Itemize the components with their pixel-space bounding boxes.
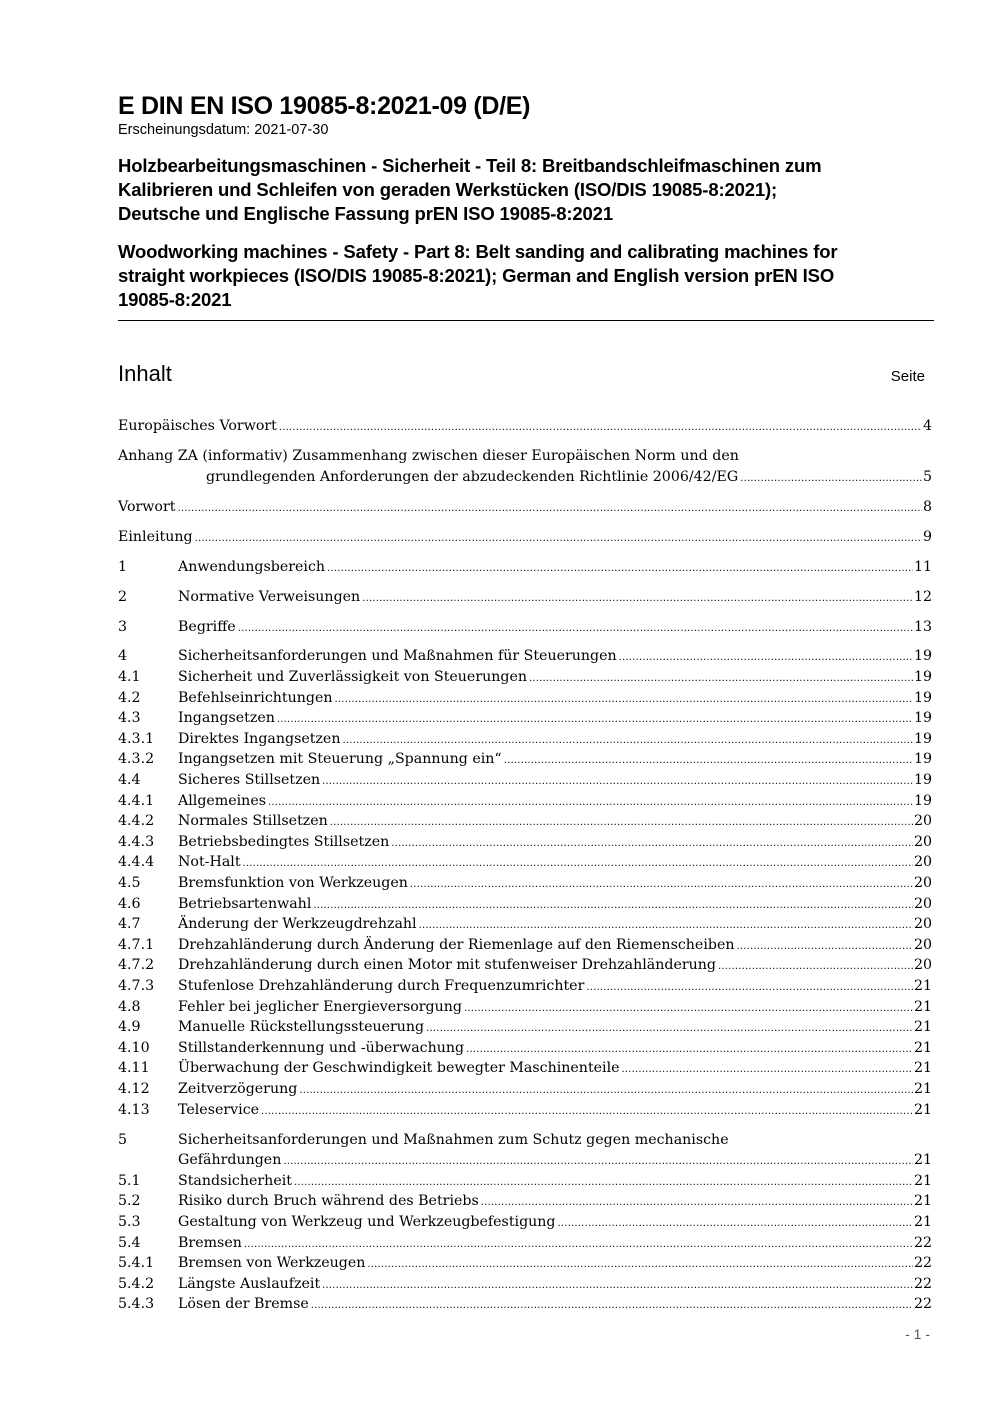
toc-entry-title: Stufenlose Drehzahländerung durch Frequenzumrichter (178, 977, 585, 994)
toc-dot-leader (342, 731, 912, 752)
toc-entry[interactable] (118, 894, 932, 915)
toc-entry[interactable] (118, 1079, 932, 1100)
toc-entry-page: 21 (913, 1080, 932, 1097)
toc-dot-leader (243, 854, 913, 875)
toc-entry-page: 4 (922, 418, 932, 434)
toc-entry-page: 19 (913, 710, 932, 727)
toc-entry-page: 22 (913, 1296, 932, 1313)
toc-entry-page: 19 (913, 648, 932, 665)
toc-entry-number: 4.3.1 (118, 730, 155, 747)
toc-dot-leader (504, 751, 913, 772)
toc-entry-number: 4.13 (118, 1101, 150, 1118)
toc-entry-page: 21 (913, 1019, 932, 1036)
toc-entry[interactable] (118, 997, 932, 1018)
toc-entry-page: 12 (913, 588, 932, 605)
toc-dot-leader (261, 1102, 913, 1123)
toc-entry-title: Teleservice (178, 1101, 260, 1118)
toc-entry-title-line: Anhang ZA (informativ) Zusammenhang zwischen dieser Europäischen Norm und den (118, 447, 739, 464)
toc-entry-page: 11 (913, 558, 932, 575)
toc-entry-title: Ingangsetzen (178, 710, 275, 727)
toc-dot-leader (718, 957, 913, 978)
toc-entry-page: 20 (913, 813, 932, 830)
toc-entry-title: grundlegenden Anforderungen der abzudeckenden Richtlinie 2006/42/EG (206, 468, 739, 485)
toc-dot-leader (279, 418, 922, 439)
toc-entry-number: 4.1 (118, 669, 141, 686)
toc-entry-title: Sicherheitsanforderungen und Maßnahmen für Steuerungen (178, 648, 617, 665)
toc-entry-page: 21 (913, 1193, 932, 1210)
toc-entry[interactable] (118, 587, 932, 608)
toc-entry-number: 4.7 (118, 916, 141, 933)
toc-entry-title: Allgemeines (178, 792, 266, 809)
toc-entry-page: 5 (922, 468, 932, 485)
toc-entry[interactable] (118, 617, 932, 638)
toc-entry-number: 4.9 (118, 1019, 141, 1036)
toc-entry-number: 4.7.3 (118, 977, 155, 994)
toc-dot-leader (313, 896, 913, 917)
toc-entry-title: Fehler bei jeglicher Energieversorgung (178, 998, 462, 1015)
toc-entry-page: 19 (913, 669, 932, 686)
toc-entry-title: Bremsfunktion von Werkzeugen (178, 875, 408, 892)
toc-entry-title: Manuelle Rückstellungssteuerung (178, 1019, 425, 1036)
toc-entry-number: 4.4.1 (118, 792, 155, 809)
toc-entry-title: Begriffe (178, 618, 236, 635)
toc-entry[interactable] (118, 557, 932, 578)
toc-dot-leader (238, 619, 913, 640)
toc-dot-leader (327, 559, 913, 580)
toc-entry-page: 19 (913, 751, 932, 768)
toc-entry[interactable] (118, 527, 932, 548)
toc-entry[interactable] (118, 1191, 932, 1212)
toc-entry-number: 4.5 (118, 875, 141, 892)
title-german-line: Holzbearbeitungsmaschinen - Sicherheit - Teil 8: Breitbandschleifmaschinen zum (118, 155, 822, 176)
title-german-line: Kalibrieren und Schleifen von geraden Werkstücken (ISO/DIS 19085-8:2021); (118, 179, 778, 200)
toc-dot-leader (244, 1235, 913, 1256)
toc-entry-page: 19 (913, 792, 932, 809)
toc-entry-page: 22 (913, 1275, 932, 1292)
toc-dot-leader (294, 1173, 913, 1194)
page-number: - 1 - (905, 1326, 930, 1342)
toc-entry-number: 5.4.3 (118, 1296, 155, 1313)
toc-dot-leader (330, 813, 913, 834)
toc-entry[interactable] (118, 1130, 932, 1171)
toc-dot-leader (558, 1214, 913, 1235)
toc-entry[interactable] (118, 1171, 932, 1192)
toc-entry-number: 4.4 (118, 772, 141, 789)
toc-entry-title: Vorwort (118, 498, 176, 515)
toc-dot-leader (529, 669, 913, 690)
toc-entry-title: Normative Verweisungen (178, 588, 361, 605)
publication-date: Erscheinungsdatum: 2021-07-30 (118, 122, 329, 138)
toc-entry[interactable] (118, 955, 932, 976)
toc-entry-page: 20 (913, 833, 932, 850)
toc-entry-title: Änderung der Werkzeugdrehzahl (178, 916, 417, 933)
toc-entry-page: 21 (913, 1101, 932, 1118)
toc-entry[interactable] (118, 1100, 932, 1121)
toc-dot-leader (736, 937, 912, 958)
toc-dot-leader (391, 834, 913, 855)
toc-entry-page: 21 (913, 1060, 932, 1077)
toc-entry[interactable] (118, 914, 932, 935)
toc-dot-leader (177, 499, 922, 520)
toc-entry-page: 22 (913, 1255, 932, 1272)
toc-entry-number: 5 (118, 1131, 128, 1148)
toc-entry-number: 4.3.2 (118, 751, 155, 768)
toc-entry-title: Sicherheit und Zuverlässigkeit von Steuerungen (178, 669, 528, 686)
toc-entry-title: Standsicherheit (178, 1172, 292, 1189)
toc-entry-number: 1 (118, 558, 128, 575)
toc-entry-page: 19 (913, 772, 932, 789)
toc-entry-page: 20 (913, 936, 932, 953)
title-german (118, 154, 934, 226)
toc-entry[interactable] (118, 1017, 932, 1038)
toc-entry[interactable] (118, 770, 932, 791)
toc-entry-page: 8 (922, 498, 932, 515)
toc-entry-number: 4.6 (118, 895, 141, 912)
toc-entry[interactable] (118, 497, 932, 518)
toc-entry[interactable] (118, 811, 932, 832)
toc-dot-leader (740, 469, 922, 490)
toc-entry-page: 21 (913, 1213, 932, 1230)
toc-entry-number: 4.4.3 (118, 833, 155, 850)
toc-entry-number: 5.3 (118, 1213, 141, 1230)
toc-dot-leader (322, 772, 913, 793)
toc-entry[interactable] (118, 708, 932, 729)
title-english (118, 240, 934, 312)
toc-dot-leader (419, 916, 913, 937)
toc-dot-leader (362, 589, 913, 610)
toc-entry[interactable] (118, 832, 932, 853)
toc-entry[interactable] (118, 873, 932, 894)
document-id: E DIN EN ISO 19085-8:2021-09 (D/E) (118, 92, 531, 120)
toc-entry-number: 5.4.1 (118, 1255, 155, 1272)
toc-entry-number: 4.12 (118, 1080, 150, 1097)
toc-dot-leader (322, 1276, 913, 1297)
toc-entry-number: 4.11 (118, 1060, 150, 1077)
toc-entry-title: Gestaltung von Werkzeug und Werkzeugbefestigung (178, 1213, 556, 1230)
toc-entry[interactable] (118, 1253, 932, 1274)
toc-entry-title: Betriebsartenwahl (178, 895, 312, 912)
toc-entry-page: 21 (913, 1172, 932, 1189)
toc-entry-number: 4 (118, 648, 128, 665)
toc-page-column-label: Seite (890, 368, 925, 385)
toc-entry-number: 4.4.2 (118, 813, 155, 830)
toc-dot-leader (622, 1060, 913, 1081)
header-divider (118, 320, 934, 321)
toc-entry-number: 5.1 (118, 1172, 141, 1189)
toc-entry-page: 20 (913, 895, 932, 912)
toc-entry-title: Lösen der Bremse (178, 1296, 309, 1313)
toc-entry-title: Not-Halt (178, 854, 241, 871)
toc-entry[interactable] (118, 446, 932, 487)
toc-entry-title: Risiko durch Bruch während des Betriebs (178, 1193, 479, 1210)
toc-entry[interactable] (118, 667, 932, 688)
toc-entry[interactable] (118, 976, 932, 997)
toc-entry-title: Stillstanderkennung und -überwachung (178, 1039, 465, 1056)
title-english-line: 19085-8:2021 (118, 289, 232, 310)
toc-entry-page: 21 (913, 998, 932, 1015)
toc-entry-title: Normales Stillsetzen (178, 813, 328, 830)
toc-entry-title-line: Sicherheitsanforderungen und Maßnahmen zum Schutz gegen mechanische (178, 1131, 729, 1148)
toc-entry[interactable] (118, 688, 932, 709)
toc-entry-title: Zeitverzögerung (178, 1080, 298, 1097)
toc-entry-page: 19 (913, 689, 932, 706)
toc-entry-page: 20 (913, 916, 932, 933)
toc-entry-title: Ingangsetzen mit Steuerung „Spannung ein“ (178, 751, 502, 768)
toc-entry-number: 5.2 (118, 1193, 141, 1210)
toc-entry-page: 19 (913, 730, 932, 747)
toc-entry-title: Überwachung der Geschwindigkeit bewegter Maschinenteile (178, 1060, 620, 1077)
toc-entry-title: Einleitung (118, 528, 193, 545)
title-english-line: Woodworking machines - Safety - Part 8: Belt sanding and calibrating machines for (118, 241, 838, 262)
toc-entry[interactable] (118, 935, 932, 956)
toc-entry[interactable] (118, 749, 932, 770)
toc-entry[interactable] (118, 1274, 932, 1295)
toc-entry-title: Direktes Ingangsetzen (178, 730, 341, 747)
toc-dot-leader (268, 793, 913, 814)
toc-dot-leader (619, 648, 913, 669)
toc-entry-title: Betriebsbedingtes Stillsetzen (178, 833, 390, 850)
toc-dot-leader (426, 1019, 913, 1040)
toc-entry[interactable] (118, 1212, 932, 1233)
toc-entry-page: 9 (922, 528, 932, 545)
toc-entry-page: 13 (913, 618, 932, 635)
toc-dot-leader (277, 710, 913, 731)
toc-entry-title: Befehlseinrichtungen (178, 689, 333, 706)
toc-entry-page: 21 (913, 1039, 932, 1056)
toc-entry-page: 21 (913, 977, 932, 994)
toc-entry-number: 4.3 (118, 710, 141, 727)
toc-entry-page: 22 (913, 1234, 932, 1251)
toc-entry-number: 4.7.1 (118, 936, 155, 953)
toc-dot-leader (335, 690, 913, 711)
toc-entry-page: 20 (913, 854, 932, 871)
toc-entry-title: Bremsen von Werkzeugen (178, 1255, 366, 1272)
toc-entry[interactable] (118, 1038, 932, 1059)
toc-entry-title: Gefährdungen (178, 1152, 282, 1169)
toc-dot-leader (586, 978, 913, 999)
toc-entry[interactable] (118, 416, 932, 437)
toc-entry-title: Drehzahländerung durch einen Motor mit stufenweiser Drehzahländerung (178, 957, 716, 974)
toc-dot-leader (195, 529, 922, 550)
toc-entry[interactable] (118, 646, 932, 667)
toc-dot-leader (481, 1193, 913, 1214)
toc-dot-leader (367, 1255, 913, 1276)
toc-dot-leader (311, 1296, 913, 1317)
toc-entry-number: 4.4.4 (118, 854, 155, 871)
toc-entry-title: Drehzahländerung durch Änderung der Riemenlage auf den Riemenscheiben (178, 936, 735, 953)
toc-entry[interactable] (118, 791, 932, 812)
toc-dot-leader (466, 1040, 913, 1061)
toc-dot-leader (299, 1081, 913, 1102)
toc-entry-number: 2 (118, 588, 128, 605)
toc-entry-number: 4.8 (118, 998, 141, 1015)
table-of-contents (118, 416, 932, 1315)
toc-entry-title: Anwendungsbereich (178, 558, 326, 575)
toc-entry[interactable] (118, 852, 932, 873)
toc-entry-title: Bremsen (178, 1234, 242, 1251)
toc-entry-number: 4.10 (118, 1039, 150, 1056)
title-english-line: straight workpieces (ISO/DIS 19085-8:2021); German and English version prEN ISO (118, 265, 835, 286)
document-header (118, 92, 934, 312)
toc-entry[interactable] (118, 1294, 932, 1315)
toc-entry-title: Längste Auslaufzeit (178, 1275, 321, 1292)
toc-entry-page: 21 (913, 1152, 932, 1169)
toc-dot-leader (464, 999, 913, 1020)
toc-entry-number: 4.7.2 (118, 957, 155, 974)
toc-entry[interactable] (118, 729, 932, 750)
toc-entry-page: 20 (913, 875, 932, 892)
toc-entry[interactable] (118, 1233, 932, 1254)
title-german-line: Deutsche und Englische Fassung prEN ISO 19085-8:2021 (118, 203, 613, 224)
toc-entry-title: Sicheres Stillsetzen (178, 772, 321, 789)
toc-entry-title: Europäisches Vorwort (118, 418, 277, 434)
toc-dot-leader (283, 1152, 913, 1173)
toc-dot-leader (410, 875, 913, 896)
toc-entry-number: 5.4 (118, 1234, 141, 1251)
toc-heading: Inhalt (118, 361, 172, 386)
toc-entry-number: 3 (118, 618, 128, 635)
toc-entry[interactable] (118, 1058, 932, 1079)
toc-entry-number: 5.4.2 (118, 1275, 155, 1292)
toc-entry-page: 20 (913, 957, 932, 974)
toc-entry-number: 4.2 (118, 689, 141, 706)
